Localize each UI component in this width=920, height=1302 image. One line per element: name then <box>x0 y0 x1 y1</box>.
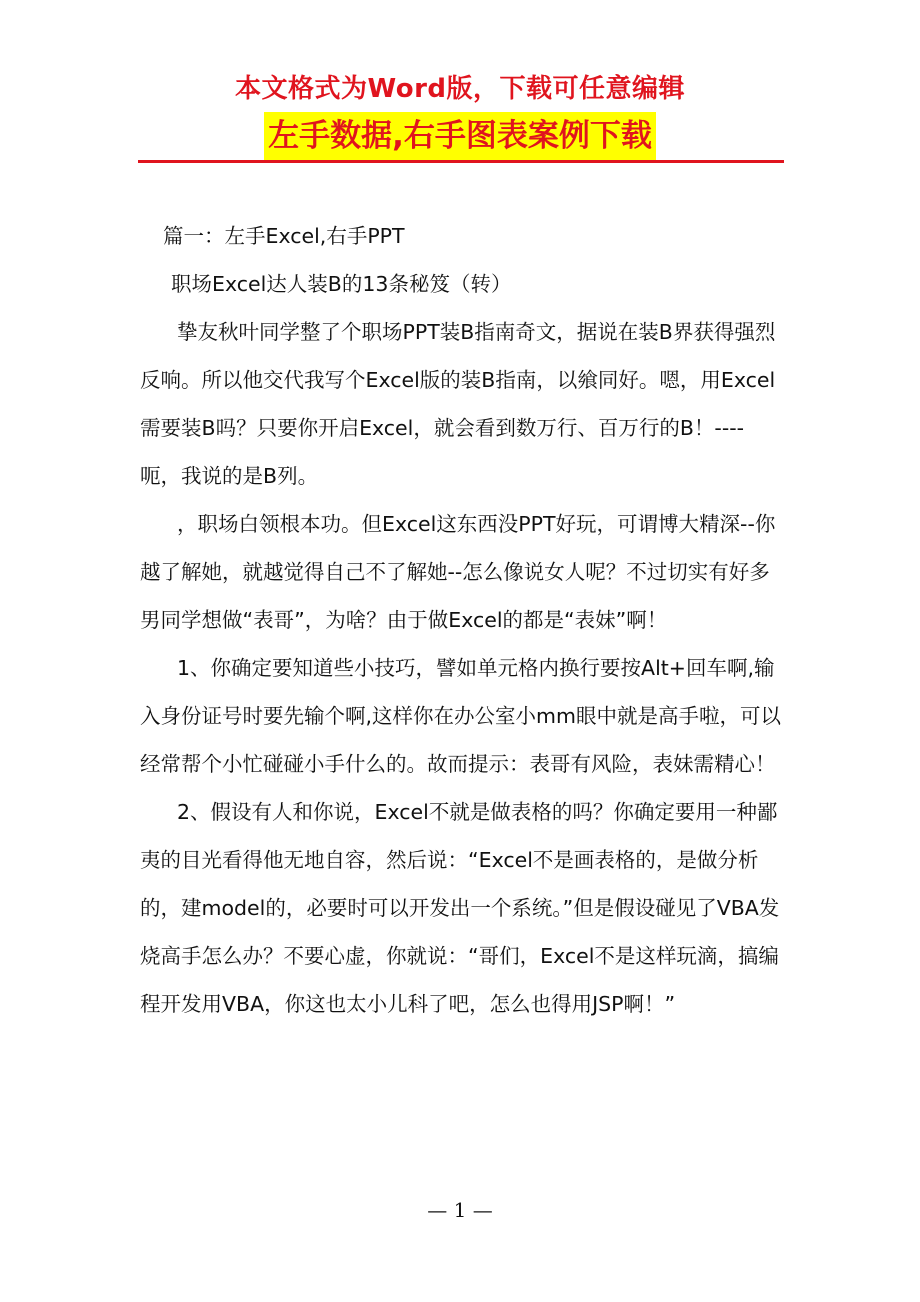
format-notice: 本文格式为Word版，下载可任意编辑 <box>234 74 686 104</box>
article-title: 职场Excel达人装B的13条秘笈（转） <box>171 272 512 296</box>
section-heading: 篇一：左手Excel,右手PPT <box>163 224 405 248</box>
document-title: 左手数据,右手图表案例下载 <box>264 112 656 160</box>
title-divider <box>138 160 784 163</box>
paragraph-intro: 挚友秋叶同学整了个职场PPT装B指南奇文，据说在装B界获得强烈反响。所以他交代我写个Excel版的装B指南，以飨同好。嗯，用Excel需要装B吗？只要你开启Excel，就会看到数万行、百万行的B！----呃，我说的是B列。 <box>140 320 776 488</box>
document-body <box>140 212 785 1028</box>
page-number: — 1 — <box>427 1198 493 1222</box>
paragraph-excel-skill: ，职场白领根本功。但Excel这东西没PPT好玩，可谓博大精深--你越了解她，就越觉得自己不了解她--怎么像说女人呢？不过切实有好多男同学想做“表哥”，为啥？由于做Excel的都是“表妹”啊！ <box>140 512 776 632</box>
paragraph-tip-1: 1、你确定要知道些小技巧，譬如单元格内换行要按Alt+回车啊,输入身份证号时要先输个啊,这样你在办公室小mm眼中就是高手啦，可以经常帮个小忙碰碰小手什么的。故而提示：表哥有风险，表妹需精心！ <box>140 656 781 776</box>
paragraph-tip-2: 2、假设有人和你说，Excel不就是做表格的吗？你确定要用一种鄙夷的目光看得他无地自容，然后说：“Excel不是画表格的，是做分析的，建model的，必要时可以开发出一个系统。”但是假设碰见了VBA发烧高手怎么办？不要心虚，你就说：“哥们，Excel不是这样玩滴，搞编程开发用VBA，你这也太小儿科了吧，怎么也得用JSP啊！” <box>140 800 780 1016</box>
title-wrapper <box>0 112 920 160</box>
